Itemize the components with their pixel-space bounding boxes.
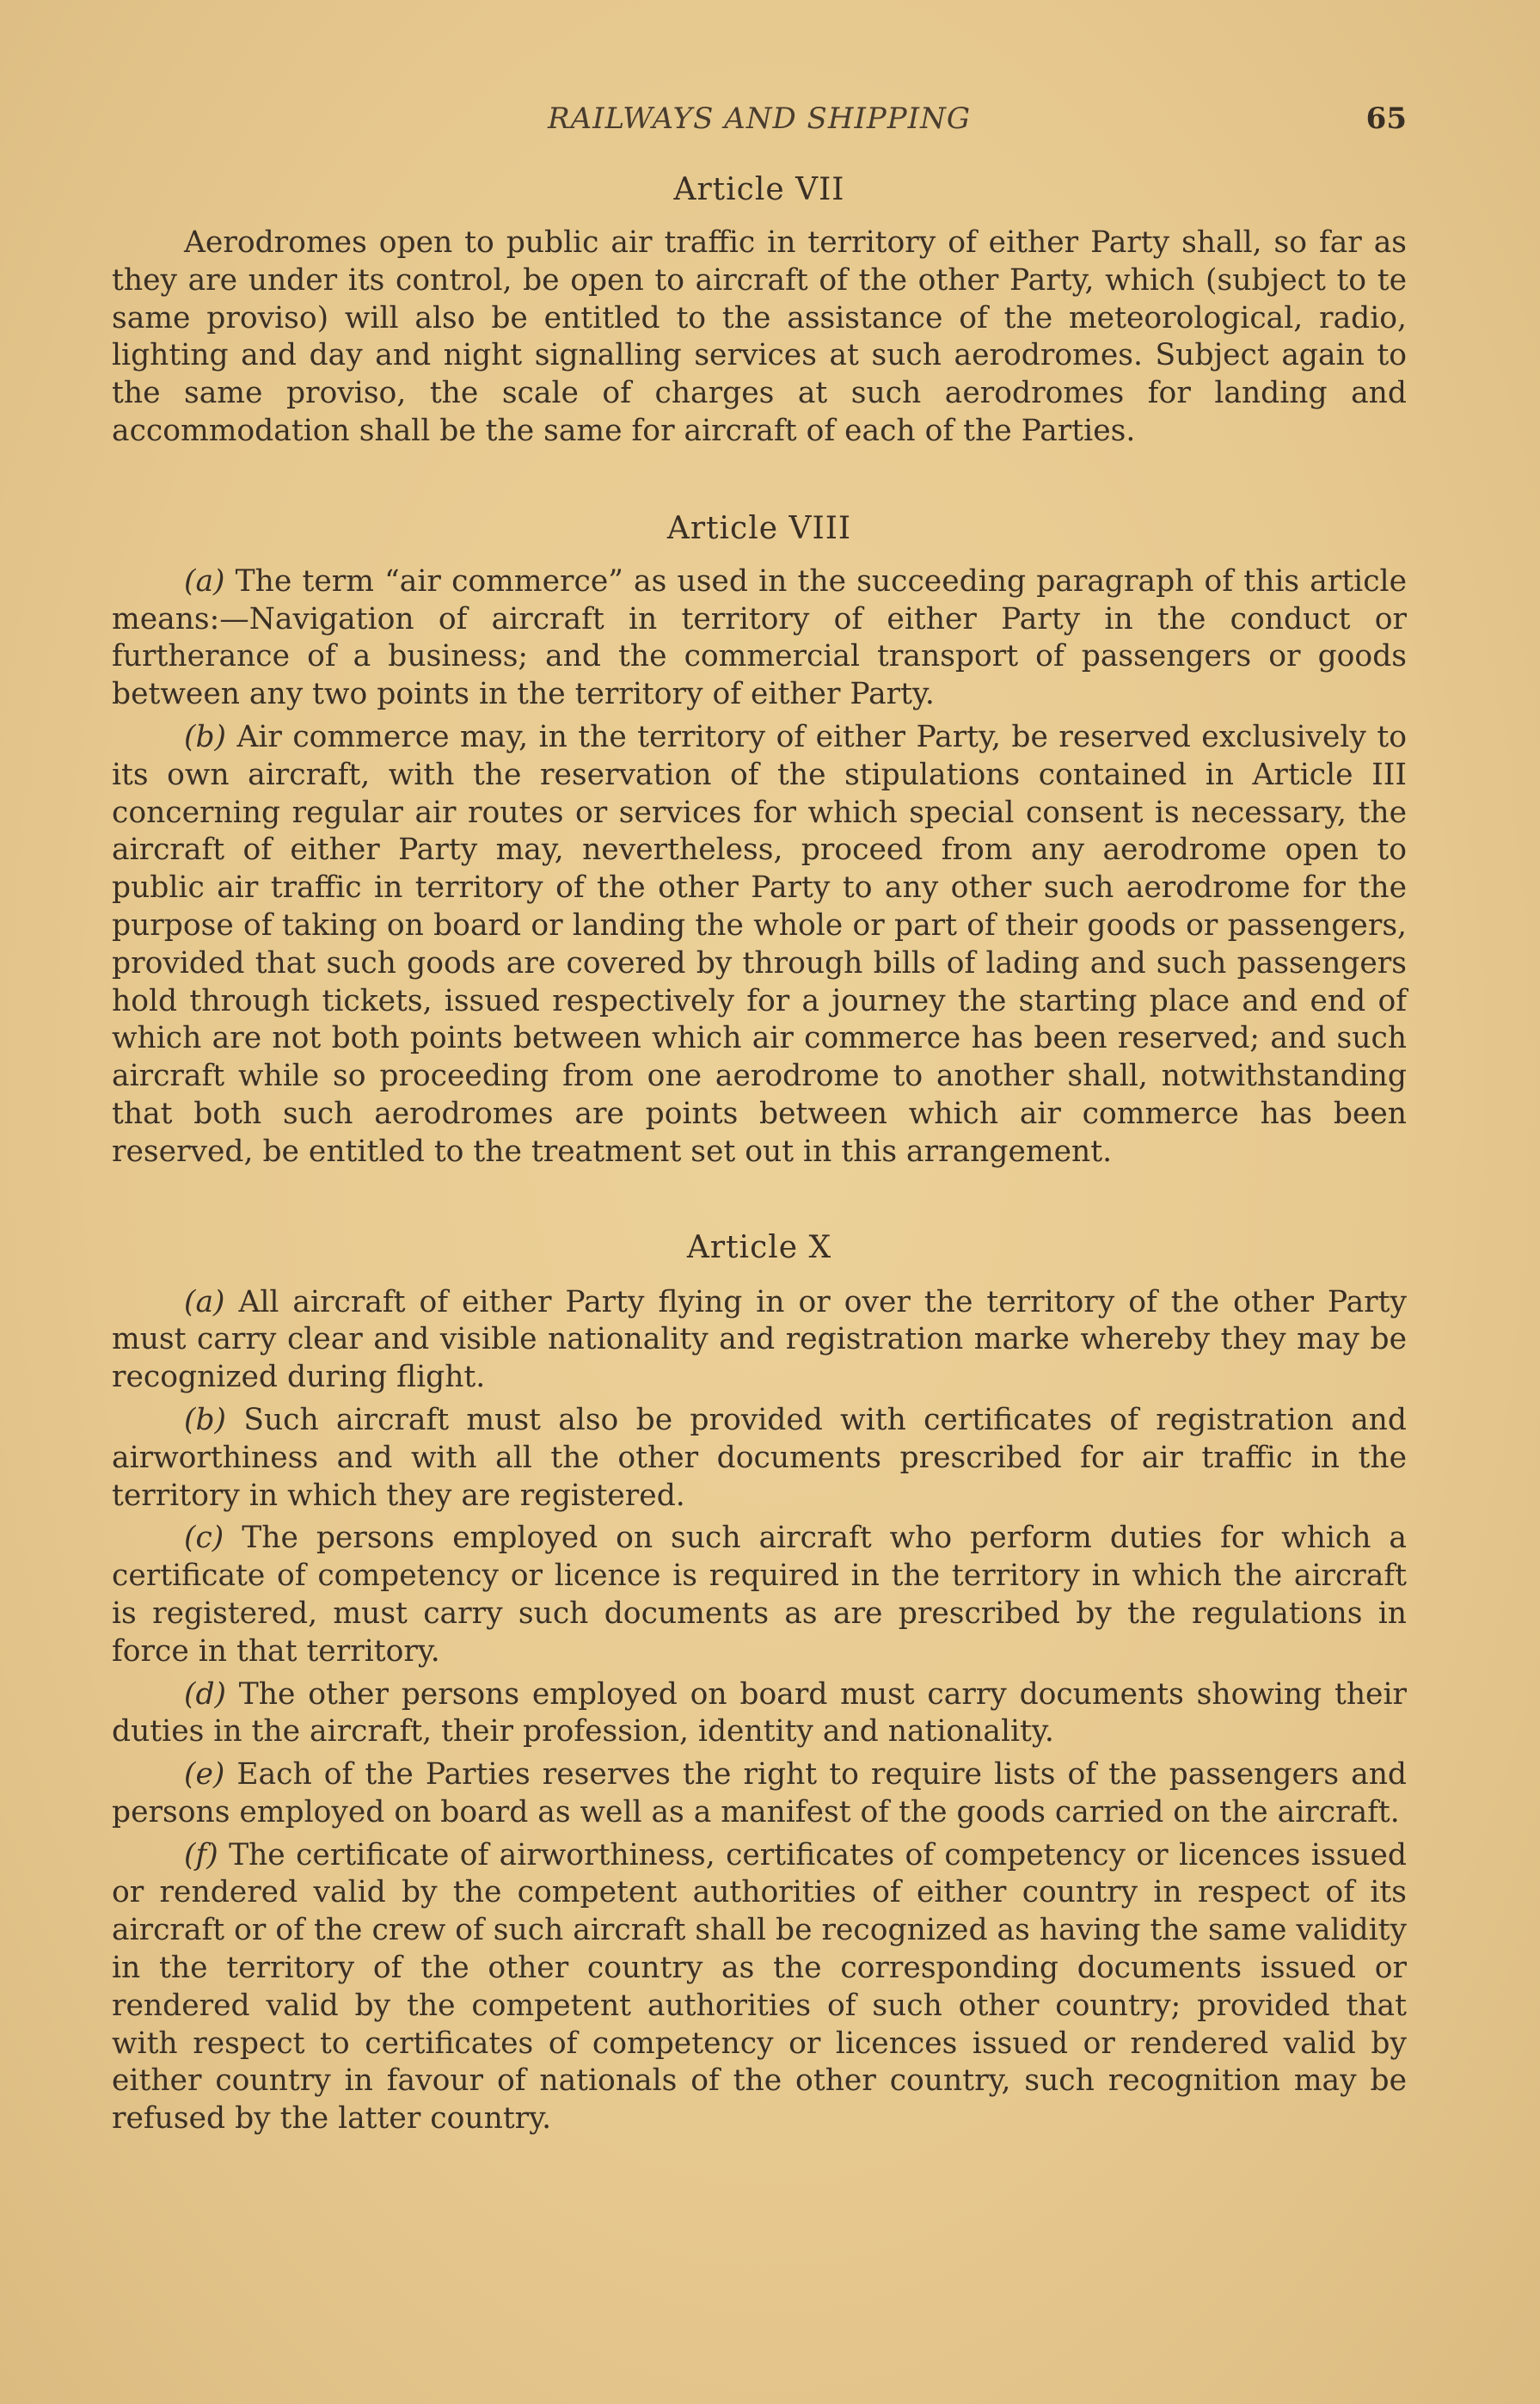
paragraph <box>112 1284 1407 1397</box>
paragraph-marker: (f) <box>184 1837 218 1872</box>
article-heading: Article X <box>686 1229 832 1265</box>
running-title: RAILWAYS AND SHIPPING <box>547 101 972 136</box>
article-x <box>112 1230 1407 2139</box>
paragraph <box>112 1520 1407 1670</box>
paragraph <box>112 1756 1407 1832</box>
paragraph <box>112 1837 1407 2138</box>
paragraph <box>112 719 1407 1171</box>
document-page <box>112 101 1407 2143</box>
article-vii <box>112 172 1407 451</box>
paragraph-marker: (d) <box>184 1676 227 1712</box>
paragraph-text: Air commerce may, in the territory of either Party, be reserved exclusively to its own aircraft, with the reservation of the stipulations contained in Article III concerning regular air routes or services for which special consent is necessary, the aircraft of either Party may, nevertheless, proceed from any aerodrome open to public air traffic in territory of the other Party to any other such aerodrome for the purpose of taking on board or landing the whole or part of their goods or passengers, provided that such goods are covered by through bills of lading and such passengers hold through tickets, issued respectively for a journey the starting place and end of which are not both points between which air commerce has been reserved; and such aircraft while so proceeding from one aerodrome to another shall, notwithstanding that both such aerodromes are points between which air commerce has been reserved, be entitled to the treatment set out in this arrangement. <box>112 719 1407 1169</box>
paragraph-marker: (b) <box>184 1402 227 1437</box>
paragraph-text: The term “air commerce” as used in the succeeding paragraph of this article means:—Navigation of aircraft in territory of either Party in the conduct or furtherance of a business; and the commercial transport of passengers or goods between any two points in the territory of either Party. <box>112 563 1407 712</box>
running-head <box>112 101 1407 153</box>
article-heading: Article VII <box>673 172 845 207</box>
paragraph-marker: (e) <box>184 1757 225 1792</box>
paragraph <box>112 563 1407 714</box>
paragraph-marker: (a) <box>184 1284 225 1319</box>
paragraph-marker: (c) <box>184 1521 224 1556</box>
paragraph <box>112 1676 1407 1752</box>
paragraph-marker: (b) <box>184 719 227 754</box>
paragraph-text: Each of the Parties reserves the right to require lists of the passengers and persons employed on board as well as a manifest of the goods carried on the aircraft. <box>112 1757 1407 1829</box>
paragraph-marker: (a) <box>184 563 225 599</box>
article-viii <box>112 511 1407 1171</box>
article-heading: Article VIII <box>666 510 852 546</box>
paragraph-text: The persons employed on such aircraft who perform duties for which a certificate of competency or licence is required in the territory in which the aircraft is registered, must carry such documents as are prescribed by the regulations in force in that territory. <box>112 1521 1407 1669</box>
paragraph-text: The certificate of airworthiness, certificates of competency or licences issued or rendered valid by the competent authorities of either country in respect of its aircraft or of the crew of such aircraft shall be recognized as having the same validity in the territory of the other country as the corresponding documents issued or rendered valid by the competent authorities of such other country; provided that with respect to certificates of competency or licences issued or rendered valid by either country in favour of nationals of the other country, such recognition may be refused by the latter country. <box>112 1837 1407 2137</box>
paragraph-text: Such aircraft must also be provided with certificates of registration and airworthiness and with all the other documents prescribed for air traffic in the territory in which they are registered. <box>112 1402 1407 1513</box>
page-number: 65 <box>1365 101 1407 136</box>
paragraph <box>112 1402 1407 1515</box>
paragraph-text: All aircraft of either Party flying in or over the territory of the other Party must carry clear and visible nationality and registration marke whereby they may be recognized during flight. <box>112 1284 1407 1395</box>
paragraph-text: The other persons employed on board must carry documents showing their duties in the aircraft, their profession, identity and nationality. <box>112 1676 1407 1749</box>
paragraph: Aerodromes open to public air traffic in territory of either Party shall, so far as they are under its control, be open to aircraft of the other Party, which (subject to te same proviso) will also be entitled to the assistance of the meteorological, radio, lighting and day and night signalling services at such aerodromes. Subject again to the same proviso, the scale of charges at such aerodromes for landing and accommodation shall be the same for aircraft of each of the Parties. <box>112 225 1407 448</box>
